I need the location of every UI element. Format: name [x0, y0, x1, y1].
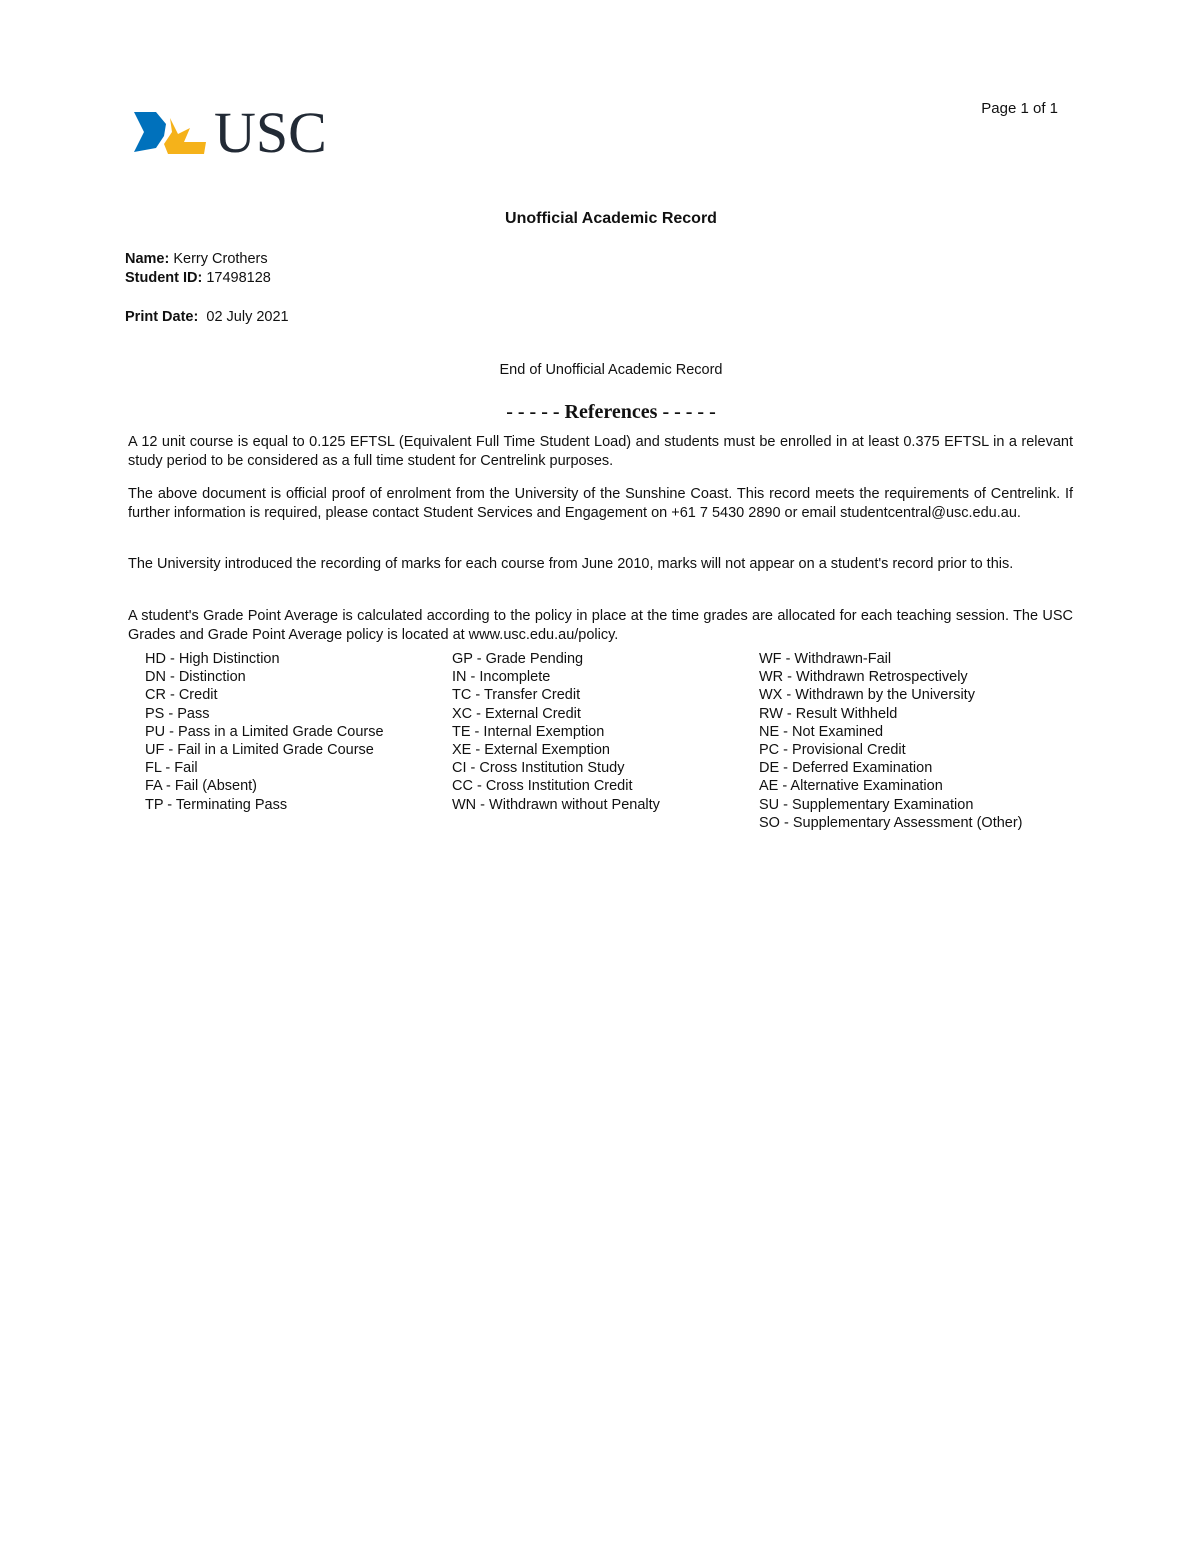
- grade-codes-column-1: [145, 650, 384, 814]
- name-label: Name:: [125, 251, 170, 267]
- end-of-record: End of Unofficial Academic Record: [499, 362, 723, 378]
- name-value: Kerry Crothers: [173, 251, 268, 267]
- grade-code: IN - Incomplete: [452, 669, 551, 686]
- reference-paragraph-proof: The above document is official proof of enrolment from the University of the Sunshine Coast. This record meets the requirements of Centrelink. If further information is required, please contact Student Services and Engagement on +61 7 5430 2890 or email studentcentral@usc.edu.au.: [128, 486, 1073, 521]
- grade-code: WX - Withdrawn by the University: [759, 687, 975, 704]
- print-date-label: Print Date:: [125, 309, 199, 325]
- grade-code: WR - Withdrawn Retrospectively: [759, 669, 968, 686]
- grade-code: TC - Transfer Credit: [452, 687, 581, 704]
- grade-code: CI - Cross Institution Study: [452, 760, 625, 777]
- page-number: Page 1 of 1: [981, 100, 1058, 117]
- reference-paragraph-eftsl: A 12 unit course is equal to 0.125 EFTSL (Equivalent Full Time Student Load) and students must be enrolled in at least 0.375 EFTSL in a relevant study period to be considered as a full time student for Centrelink purposes.: [128, 434, 1073, 469]
- grade-code: DE - Deferred Examination: [759, 760, 933, 777]
- print-date-value: 02 July 2021: [206, 309, 289, 325]
- logo-text: USC: [214, 104, 327, 156]
- grade-codes-column-3: [759, 650, 1023, 832]
- grade-codes-column-2: [452, 650, 660, 814]
- grade-code: HD - High Distinction: [145, 651, 280, 667]
- grade-code: CC - Cross Institution Credit: [452, 778, 633, 795]
- grade-code: WN - Withdrawn without Penalty: [452, 796, 660, 813]
- grade-code: DN - Distinction: [145, 669, 246, 686]
- grade-code: SU - Supplementary Examination: [759, 796, 974, 813]
- logo-gold-mark: [164, 118, 206, 154]
- grade-code: XC - External Credit: [452, 705, 581, 722]
- student-id-row: [125, 270, 271, 286]
- grade-code: PU - Pass in a Limited Grade Course: [145, 723, 384, 740]
- reference-paragraph-gpa: A student's Grade Point Average is calculated according to the policy in place at the time grades are allocated for each teaching session. The USC Grades and Grade Point Average policy is located at www.usc.edu.au/policy.: [128, 608, 1073, 643]
- student-name-row: [125, 251, 268, 267]
- grade-code: XE - External Exemption: [452, 742, 610, 759]
- grade-code: TP - Terminating Pass: [145, 796, 288, 813]
- grade-code: SO - Supplementary Assessment (Other): [759, 814, 1023, 831]
- grade-code: PC - Provisional Credit: [759, 742, 906, 759]
- grade-code: TE - Internal Exemption: [452, 723, 605, 740]
- grade-code: PS - Pass: [145, 705, 210, 722]
- reference-paragraph-marks: The University introduced the recording of marks for each course from June 2010, marks will not appear on a student's record prior to this.: [128, 556, 1014, 572]
- student-id-value: 17498128: [206, 270, 271, 286]
- grade-code: CR - Credit: [145, 687, 218, 704]
- grade-code: GP - Grade Pending: [452, 651, 584, 667]
- student-id-label: Student ID:: [125, 270, 203, 286]
- grade-code: UF - Fail in a Limited Grade Course: [145, 742, 374, 759]
- references-heading: - - - - - References - - - - -: [506, 401, 716, 423]
- logo-blue-mark: [134, 112, 166, 152]
- grade-code: AE - Alternative Examination: [759, 778, 943, 795]
- grade-code: NE - Not Examined: [759, 723, 884, 740]
- print-date-row: [125, 309, 289, 325]
- usc-logo: [134, 104, 354, 156]
- document-title: Unofficial Academic Record: [505, 210, 717, 227]
- grade-code: FL - Fail: [145, 760, 198, 777]
- grade-code: WF - Withdrawn-Fail: [759, 651, 892, 667]
- grade-code: FA - Fail (Absent): [145, 778, 258, 795]
- grade-code: RW - Result Withheld: [759, 705, 898, 722]
